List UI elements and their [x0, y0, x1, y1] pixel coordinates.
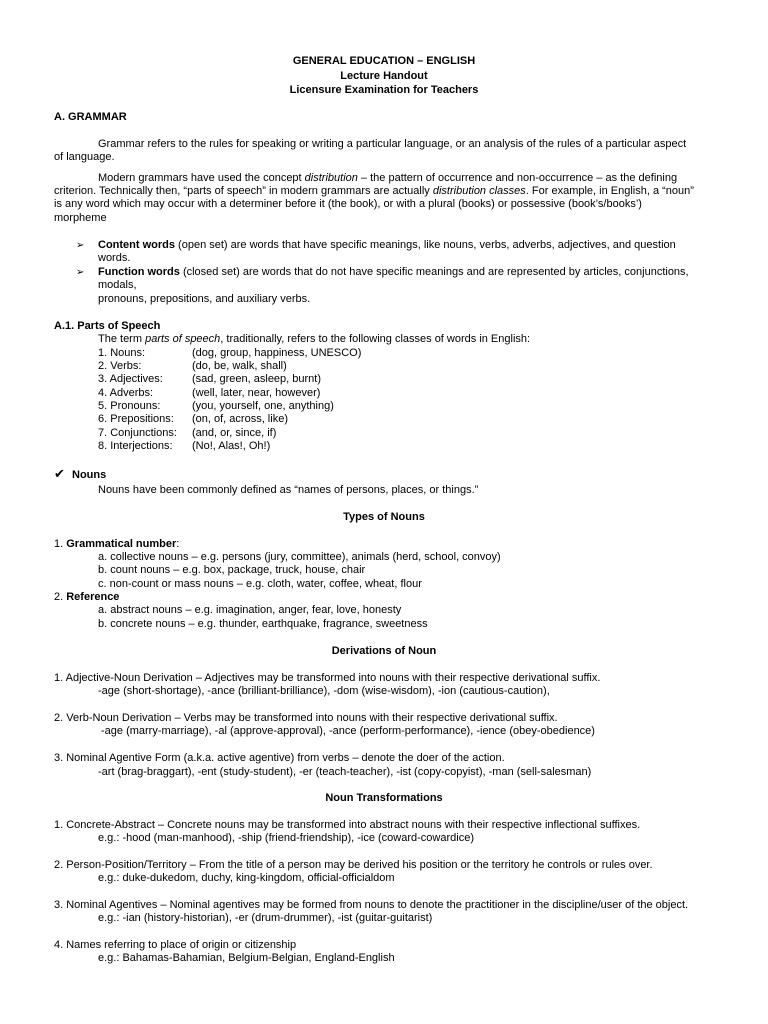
grammar-paragraph-2-line-1: Modern grammars have used the concept distribution – the pattern of occurrence and non-occurrence – as the defining: [98, 172, 678, 184]
document-page: [54, 0, 714, 1024]
derivation-examples: -age (short-shortage), -ance (brilliant-brilliance), -dom (wise-wisdom), -ion (cautious-caution),: [98, 685, 550, 697]
nouns-definition: Nouns have been commonly defined as “names of persons, places, or things.”: [98, 484, 479, 496]
derivation-examples: -age (marry-marriage), -al (approve-approval), -ance (perform-performance), -ience (obey-obedience): [101, 725, 595, 737]
transformation-item: 1. Concrete-Abstract – Concrete nouns may be transformed into abstract nouns with their respective inflectional suffixes.: [54, 819, 641, 831]
part-of-speech-examples: (sad, green, asleep, burnt): [192, 373, 322, 385]
transformation-item: 3. Nominal Agentives – Nominal agentives may be formed from nouns to denote the practitioner in the discipline/user of the object.: [54, 899, 689, 911]
grammar-paragraph-2-line-2: criterion. Technically then, “parts of speech” in modern grammars are actually distribution classes. For example, in English, a “noun”: [54, 185, 694, 197]
noun-type-item: a. collective nouns – e.g. persons (jury, committee), animals (herd, school, convoy): [98, 551, 501, 563]
transformation-item: 4. Names referring to place of origin or citizenship: [54, 939, 297, 951]
part-of-speech-label: 3. Adjectives:: [98, 373, 163, 385]
part-of-speech-examples: (well, later, near, however): [192, 387, 321, 399]
part-of-speech-examples: (and, or, since, if): [192, 427, 277, 439]
grammatical-number-label: 1. Grammatical number:: [54, 538, 180, 550]
document-subtitle-2: Licensure Examination for Teachers: [289, 84, 479, 96]
derivation-item: 1. Adjective-Noun Derivation – Adjectives may be transformed into nouns with their respective derivational suffix.: [54, 672, 601, 684]
part-of-speech-label: 1. Nouns:: [98, 347, 146, 359]
types-of-nouns-heading: Types of Nouns: [343, 511, 425, 523]
grammar-heading: A. GRAMMAR: [54, 111, 127, 123]
part-of-speech-examples: (on, of, across, like): [192, 413, 288, 425]
document-subtitle: Lecture Handout: [340, 70, 428, 82]
transformation-item: 2. Person-Position/Territory – From the title of a person may be derived his position or the territory he controls or rules over.: [54, 859, 653, 871]
part-of-speech-label: 7. Conjunctions:: [98, 427, 177, 439]
reference-label: 2. Reference: [54, 591, 120, 603]
arrow-bullet-icon: ➢: [76, 267, 85, 278]
grammar-paragraph-1-line-2: of language.: [54, 151, 115, 163]
noun-transformations-heading: Noun Transformations: [325, 792, 443, 804]
derivation-item: 3. Nominal Agentive Form (a.k.a. active agentive) from verbs – denote the doer of the action.: [54, 752, 505, 764]
part-of-speech-examples: (you, yourself, one, anything): [192, 400, 334, 412]
part-of-speech-examples: (dog, group, happiness, UNESCO): [192, 347, 362, 359]
part-of-speech-examples: (No!, Alas!, Oh!): [192, 440, 271, 452]
part-of-speech-examples: (do, be, walk, shall): [192, 360, 287, 372]
grammar-paragraph-1-line-1: Grammar refers to the rules for speaking or writing a particular language, or an analysis of the rules of a particular aspect: [98, 138, 687, 150]
noun-type-item: b. concrete nouns – e.g. thunder, earthquake, fragrance, sweetness: [98, 618, 428, 630]
function-words-line-3: pronouns, prepositions, and auxiliary verbs.: [98, 293, 311, 305]
transformation-examples: e.g.: Bahamas-Bahamian, Belgium-Belgian, England-English: [98, 952, 395, 964]
noun-type-item: b. count nouns – e.g. box, package, truck, house, chair: [98, 564, 366, 576]
noun-type-item: c. non-count or mass nouns – e.g. cloth, water, coffee, wheat, flour: [98, 578, 422, 590]
transformation-examples: e.g.: -hood (man-manhood), -ship (friend-friendship), -ice (coward-cowardice): [98, 832, 474, 844]
content-words-line-1: Content words (open set) are words that have specific meanings, like nouns, verbs, adverbs, adjectives, and question: [98, 239, 676, 251]
function-words-line-2: modals,: [98, 279, 137, 291]
derivation-item: 2. Verb-Noun Derivation – Verbs may be transformed into nouns with their respective derivational suffix.: [54, 712, 558, 724]
parts-of-speech-intro: The term parts of speech, traditionally, refers to the following classes of words in English:: [98, 333, 531, 345]
transformation-examples: e.g.: duke-dukedom, duchy, king-kingdom, official-officialdom: [98, 872, 395, 884]
derivations-heading: Derivations of Noun: [331, 645, 437, 657]
transformation-examples: e.g.: -ian (history-historian), -er (drum-drummer), -ist (guitar-guitarist): [98, 912, 433, 924]
part-of-speech-label: 6. Prepositions:: [98, 413, 174, 425]
document-title: GENERAL EDUCATION – ENGLISH: [292, 55, 476, 67]
nouns-heading: Nouns: [72, 469, 107, 481]
part-of-speech-label: 4. Adverbs:: [98, 387, 154, 399]
part-of-speech-label: 2. Verbs:: [98, 360, 142, 372]
checkmark-icon: ✔: [54, 466, 65, 481]
part-of-speech-label: 5. Pronouns:: [98, 400, 161, 412]
function-words-line-1: Function words (closed set) are words that do not have specific meanings and are represented by articles, conjunctions,: [98, 266, 689, 278]
grammar-paragraph-2-line-4: morpheme: [54, 212, 107, 224]
content-words-line-2: words.: [98, 252, 131, 264]
derivation-examples: -art (brag-braggart), -ent (study-student), -er (teach-teacher), -ist (copy-copyist), -man (sell-salesman): [98, 766, 592, 778]
part-of-speech-label: 8. Interjections:: [98, 440, 173, 452]
parts-of-speech-heading: A.1. Parts of Speech: [54, 320, 161, 332]
arrow-bullet-icon: ➢: [76, 240, 85, 251]
noun-type-item: a. abstract nouns – e.g. imagination, anger, fear, love, honesty: [98, 604, 402, 616]
grammar-paragraph-2-line-3: is any word which may occur with a determiner before it (the book), or with a plural (books) or possessive (book’s/books’): [54, 198, 642, 210]
